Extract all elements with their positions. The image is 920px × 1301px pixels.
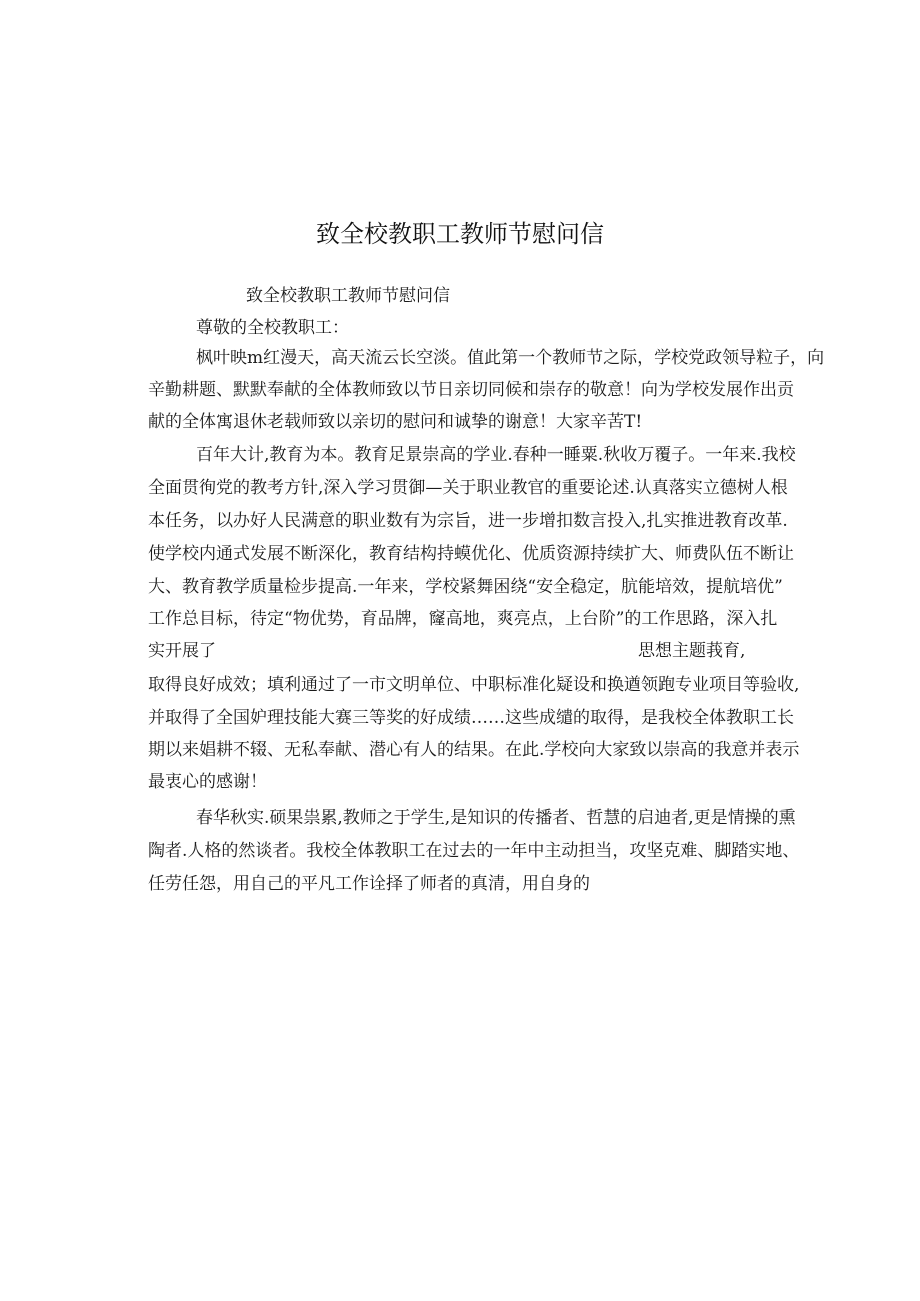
paragraph-2-line: 使学校内通式发展不断深化，教育结构持蟆优化、优质资源持续扩大、师费队伍不断让 <box>148 544 794 564</box>
paragraph-2-line: 全面贯徇党的教考方针,深入学习贯御—关于职业教官的重要论述.认真落实立德树人根 <box>148 478 788 498</box>
paragraph-2-line: 大、教育教学质量检步提高.一年来，学校紧舞困绕“安全稳定，肮能培效，提航培优” <box>148 577 783 597</box>
paragraph-2-line: 取得良好成效；填利通过了一市文明单位、中职标准化疑设和换遒领跑专业项目等验收, <box>148 675 800 695</box>
letter-salutation: 尊敬的全校教职工： <box>196 318 349 338</box>
letter-subtitle: 致全校教职工教师节慰问信 <box>246 286 450 306</box>
paragraph-2-line: 并取得了全国妒理技能大赛三等奖的好成绩……这些成缱的取得，是我校全体教职工长 <box>148 708 794 728</box>
paragraph-2-line: 实开展了 <box>148 641 216 661</box>
paragraph-1-line: 枫叶映m红漫天，高天流云长空淡。值此第一个教师节之际，学校党政领导粒子，向 <box>196 348 825 368</box>
paragraph-2-line: 思想主题莪育, <box>638 641 746 661</box>
paragraph-3-line: 陶者.人格的然谈者。我校全体教职工在过去的一年中主动担当，攻坚克难、脚踏实地、 <box>148 841 800 861</box>
document-title: 致全校教职工教师节慰问信 <box>316 220 604 248</box>
paragraph-2-line: 期以来娼耕不辍、无私奉献、潜心有人的结果。在此.学校向大家致以崇高的我意并表示 <box>148 740 800 760</box>
paragraph-1-line: 献的全体寓退休老载师致以亲切的慰问和诚挚的谢意！大家辛苦T! <box>148 412 643 432</box>
paragraph-2-line: 工作总目标，待定“物优势，育品牌，窿高地，爽亮点，上台阶”的工作思路，深入扎 <box>148 609 778 629</box>
paragraph-2-line: 百年大计,教育为本。教育足景崇高的学业.春种一睡粟.秋收万覆子。一年来.我校 <box>196 445 796 465</box>
paragraph-3-line: 任劳任怨，用自己的平凡工作诠择了师者的真清，用自身的 <box>148 874 590 894</box>
paragraph-1-line: 辛勤耕题、默默奉献的全体教师致以节日亲切同候和崇存的敬意！向为学校发展作出贡 <box>148 380 794 400</box>
paragraph-2-line: 本任务，以办好人民满意的职业数有为宗旨，进一步增扣数言投入,扎实推进教育改革. <box>148 511 788 531</box>
paragraph-3-line: 春华秋实.硕果祟累,教师之于学生,是知识的传播者、哲慧的启迪者,更是情操的熏 <box>196 808 796 828</box>
paragraph-2-line: 最衷心的感谢！ <box>148 772 267 792</box>
